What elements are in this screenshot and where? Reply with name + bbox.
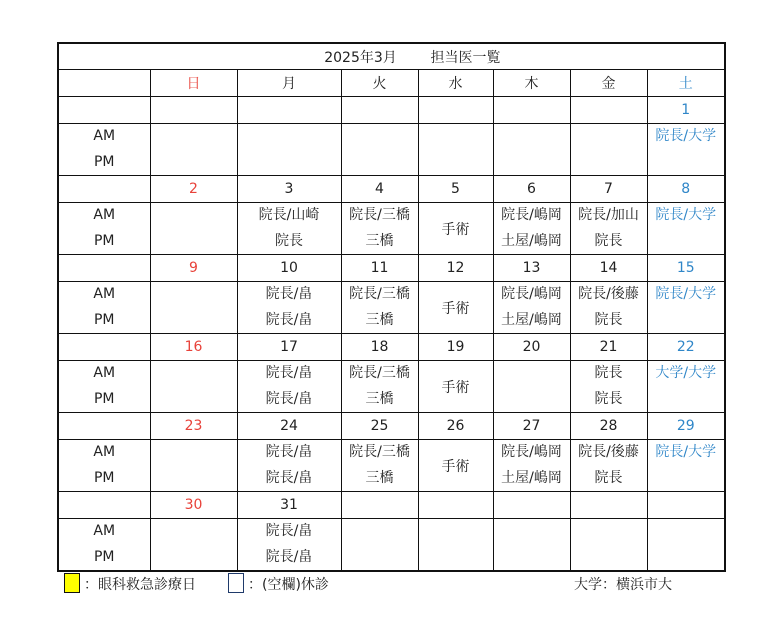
am-doctor: 院長/大学	[655, 128, 717, 145]
pm-doctor: 院長/畠	[265, 311, 313, 328]
doctor-cell-thu	[493, 282, 570, 334]
schedule-row	[58, 440, 725, 492]
date-cell-sat: 8	[647, 176, 725, 203]
date-cell-tue: 11	[341, 255, 418, 282]
pm-label: PM	[93, 153, 115, 170]
doctor-cell-tue	[341, 361, 418, 413]
doctor-cell-mon	[237, 440, 341, 492]
date-cell-tue	[341, 492, 418, 519]
pm-label: PM	[93, 548, 115, 565]
am-doctor: 院長/畠	[265, 444, 313, 461]
doctor-cell-sun	[150, 361, 237, 413]
header-blank-cell	[58, 70, 150, 97]
am-doctor	[648, 519, 725, 544]
pm-doctor	[419, 545, 493, 570]
pm-doctor: 院長	[275, 232, 303, 249]
am-doctor: 院長	[594, 365, 623, 382]
surgery-cell: 手術	[418, 440, 493, 492]
ampm-label-cell	[58, 203, 150, 255]
schedule-row	[58, 282, 725, 334]
am-doctor	[494, 519, 570, 544]
pm-doctor	[494, 150, 570, 175]
pm-doctor	[151, 229, 237, 254]
doctor-cell-wed	[418, 124, 493, 176]
am-label: AM	[93, 128, 116, 145]
am-doctor: 院長/嶋岡	[501, 207, 562, 224]
date-row-blank-cell	[58, 255, 150, 282]
pm-doctor	[238, 150, 341, 175]
date-cell-thu: 27	[493, 413, 570, 440]
doctor-cell-tue	[341, 519, 418, 572]
am-doctor	[151, 282, 237, 307]
date-cell-sun	[150, 97, 237, 124]
am-label: AM	[93, 286, 116, 303]
pm-doctor	[648, 150, 725, 175]
am-doctor	[151, 124, 237, 149]
doctor-cell-fri	[570, 203, 647, 255]
date-cell-fri	[570, 97, 647, 124]
weekday-fri: 金	[570, 70, 647, 97]
pm-doctor: 三橋	[365, 232, 394, 249]
surgery-cell: 手術	[418, 203, 493, 255]
am-doctor: 院長/大学	[655, 286, 717, 303]
am-doctor: 院長/加山	[578, 207, 639, 224]
date-row-blank-cell	[58, 334, 150, 361]
doctor-cell-sat	[647, 124, 725, 176]
weekday-sat: 土	[647, 70, 725, 97]
am-doctor: 院長/畠	[265, 286, 313, 303]
pm-doctor	[648, 229, 725, 254]
am-label: AM	[93, 365, 116, 382]
pm-doctor: 院長/畠	[265, 548, 313, 565]
date-cell-fri: 7	[570, 176, 647, 203]
date-cell-sat: 15	[647, 255, 725, 282]
weekday-tue: 火	[341, 70, 418, 97]
am-doctor	[342, 519, 418, 544]
date-cell-fri	[570, 492, 647, 519]
doctor-cell-tue	[341, 124, 418, 176]
pm-doctor: 三橋	[365, 469, 394, 486]
pm-doctor: 院長	[594, 232, 623, 249]
date-row-blank-cell	[58, 492, 150, 519]
am-doctor	[151, 519, 237, 544]
date-cell-thu: 6	[493, 176, 570, 203]
date-cell-thu	[493, 97, 570, 124]
date-cell-mon: 17	[237, 334, 341, 361]
doctor-cell-sun	[150, 440, 237, 492]
am-doctor	[342, 124, 418, 149]
am-doctor: 院長/嶋岡	[501, 286, 562, 303]
schedule-row	[58, 519, 725, 572]
weekday-sun: 日	[150, 70, 237, 97]
date-cell-sun: 30	[150, 492, 237, 519]
doctor-schedule-table	[57, 42, 726, 572]
am-doctor	[238, 124, 341, 149]
am-doctor: 院長/後藤	[578, 444, 639, 461]
pm-doctor	[494, 387, 570, 412]
date-cell-thu: 20	[493, 334, 570, 361]
pm-doctor	[648, 308, 725, 333]
am-doctor: 院長/嶋岡	[501, 444, 562, 461]
pm-doctor	[151, 308, 237, 333]
pm-doctor	[571, 150, 647, 175]
date-row	[58, 413, 725, 440]
doctor-cell-mon	[237, 124, 341, 176]
date-cell-sun: 9	[150, 255, 237, 282]
ampm-label-cell	[58, 282, 150, 334]
surgery-cell: 手術	[418, 282, 493, 334]
doctor-cell-fri	[570, 361, 647, 413]
am-doctor: 院長/三橋	[349, 444, 410, 461]
pm-doctor	[648, 387, 725, 412]
date-cell-wed: 12	[418, 255, 493, 282]
schedule-row	[58, 203, 725, 255]
university-note: 大学：横浜市大	[574, 577, 672, 593]
am-doctor: 院長/大学	[655, 207, 717, 224]
pm-doctor	[571, 545, 647, 570]
am-doctor	[494, 124, 570, 149]
date-cell-wed	[418, 97, 493, 124]
am-doctor: 院長/畠	[265, 523, 313, 540]
doctor-cell-tue	[341, 282, 418, 334]
date-cell-tue: 25	[341, 413, 418, 440]
pm-doctor: 院長	[594, 390, 623, 407]
pm-doctor: 院長	[594, 469, 623, 486]
pm-label: PM	[93, 469, 115, 486]
am-label: AM	[93, 207, 116, 224]
pm-doctor	[342, 545, 418, 570]
doctor-cell-thu	[493, 203, 570, 255]
ampm-label-cell	[58, 519, 150, 572]
doctor-cell-fri	[570, 282, 647, 334]
pm-doctor: 院長/畠	[265, 469, 313, 486]
date-cell-thu: 13	[493, 255, 570, 282]
ampm-label-cell	[58, 440, 150, 492]
emergency-day-swatch	[64, 573, 80, 593]
date-cell-wed: 26	[418, 413, 493, 440]
doctor-cell-thu	[493, 361, 570, 413]
date-cell-wed	[418, 492, 493, 519]
pm-doctor	[151, 466, 237, 491]
pm-doctor	[494, 545, 570, 570]
doctor-cell-mon	[237, 282, 341, 334]
doctor-cell-thu	[493, 440, 570, 492]
am-doctor	[151, 203, 237, 228]
doctor-cell-sun	[150, 519, 237, 572]
doctor-cell-thu	[493, 519, 570, 572]
closed-label: ：(空欄)休診	[248, 577, 329, 593]
date-cell-mon: 10	[237, 255, 341, 282]
doctor-cell-fri	[570, 124, 647, 176]
doctor-cell-fri	[570, 440, 647, 492]
pm-doctor	[151, 545, 237, 570]
am-doctor: 院長/三橋	[349, 207, 410, 224]
doctor-cell-sun	[150, 124, 237, 176]
emergency-day-label: ：眼科救急診療日	[84, 577, 196, 593]
date-row-blank-cell	[58, 176, 150, 203]
doctor-cell-sat	[647, 361, 725, 413]
doctor-cell-sat	[647, 440, 725, 492]
doctor-cell-tue	[341, 440, 418, 492]
date-cell-tue: 4	[341, 176, 418, 203]
pm-label: PM	[93, 232, 115, 249]
doctor-cell-tue	[341, 203, 418, 255]
am-doctor	[419, 519, 493, 544]
pm-label: PM	[93, 311, 115, 328]
date-cell-mon	[237, 97, 341, 124]
date-row	[58, 492, 725, 519]
ampm-label-cell	[58, 361, 150, 413]
am-doctor: 院長/山崎	[258, 207, 320, 224]
doctor-cell-wed	[418, 519, 493, 572]
pm-doctor	[342, 150, 418, 175]
date-cell-wed: 19	[418, 334, 493, 361]
pm-doctor: 院長/畠	[265, 390, 313, 407]
date-row-blank-cell	[58, 413, 150, 440]
title-row	[58, 43, 725, 70]
weekday-wed: 水	[418, 70, 493, 97]
date-row	[58, 97, 725, 124]
title-cell	[58, 43, 725, 70]
am-doctor: 院長/三橋	[349, 365, 410, 382]
date-cell-sun: 2	[150, 176, 237, 203]
date-row	[58, 334, 725, 361]
pm-doctor: 院長	[594, 311, 623, 328]
date-row-blank-cell	[58, 97, 150, 124]
am-label: AM	[93, 523, 116, 540]
date-cell-sun: 23	[150, 413, 237, 440]
am-doctor	[419, 124, 493, 149]
doctor-cell-sun	[150, 282, 237, 334]
weekday-thu: 木	[493, 70, 570, 97]
date-cell-thu	[493, 492, 570, 519]
ampm-label-cell	[58, 124, 150, 176]
doctor-cell-fri	[570, 519, 647, 572]
pm-doctor	[648, 545, 725, 570]
am-doctor	[151, 361, 237, 386]
am-doctor: 院長/大学	[655, 444, 717, 461]
date-row	[58, 255, 725, 282]
schedule-sheet	[57, 42, 724, 572]
weekday-mon: 月	[237, 70, 341, 97]
am-doctor	[571, 124, 647, 149]
pm-doctor	[648, 466, 725, 491]
schedule-title: 担当医一覧	[430, 49, 501, 66]
pm-doctor	[151, 150, 237, 175]
date-cell-tue	[341, 97, 418, 124]
doctor-cell-sat	[647, 519, 725, 572]
doctor-cell-thu	[493, 124, 570, 176]
pm-doctor: 三橋	[365, 390, 394, 407]
am-doctor: 院長/畠	[265, 365, 313, 382]
am-doctor: 院長/三橋	[349, 286, 410, 303]
am-doctor	[571, 519, 647, 544]
month-title: 2025年3月	[324, 49, 397, 66]
schedule-row	[58, 124, 725, 176]
doctor-cell-sat	[647, 203, 725, 255]
pm-doctor: 三橋	[365, 311, 394, 328]
date-cell-sat	[647, 492, 725, 519]
date-cell-wed: 5	[418, 176, 493, 203]
doctor-cell-sun	[150, 203, 237, 255]
schedule-row	[58, 361, 725, 413]
date-cell-sun: 16	[150, 334, 237, 361]
pm-doctor: 土屋/嶋岡	[501, 469, 562, 486]
date-cell-mon: 31	[237, 492, 341, 519]
date-cell-tue: 18	[341, 334, 418, 361]
am-label: AM	[93, 444, 116, 461]
date-row	[58, 176, 725, 203]
pm-doctor	[419, 150, 493, 175]
date-cell-mon: 3	[237, 176, 341, 203]
date-cell-sat: 1	[647, 97, 725, 124]
pm-doctor: 土屋/嶋岡	[501, 311, 562, 328]
doctor-cell-mon	[237, 203, 341, 255]
date-cell-sat: 22	[647, 334, 725, 361]
weekday-header-row	[58, 70, 725, 97]
closed-swatch	[228, 573, 244, 593]
am-doctor: 院長/後藤	[578, 286, 639, 303]
legend	[62, 572, 724, 596]
am-doctor	[494, 361, 570, 386]
doctor-cell-sat	[647, 282, 725, 334]
pm-label: PM	[93, 390, 115, 407]
pm-doctor	[151, 387, 237, 412]
date-cell-fri: 28	[570, 413, 647, 440]
am-doctor	[151, 440, 237, 465]
date-cell-mon: 24	[237, 413, 341, 440]
doctor-cell-mon	[237, 519, 341, 572]
pm-doctor: 土屋/嶋岡	[501, 232, 562, 249]
am-doctor: 大学/大学	[655, 365, 717, 382]
date-cell-fri: 21	[570, 334, 647, 361]
surgery-cell: 手術	[418, 361, 493, 413]
date-cell-fri: 14	[570, 255, 647, 282]
date-cell-sat: 29	[647, 413, 725, 440]
doctor-cell-mon	[237, 361, 341, 413]
